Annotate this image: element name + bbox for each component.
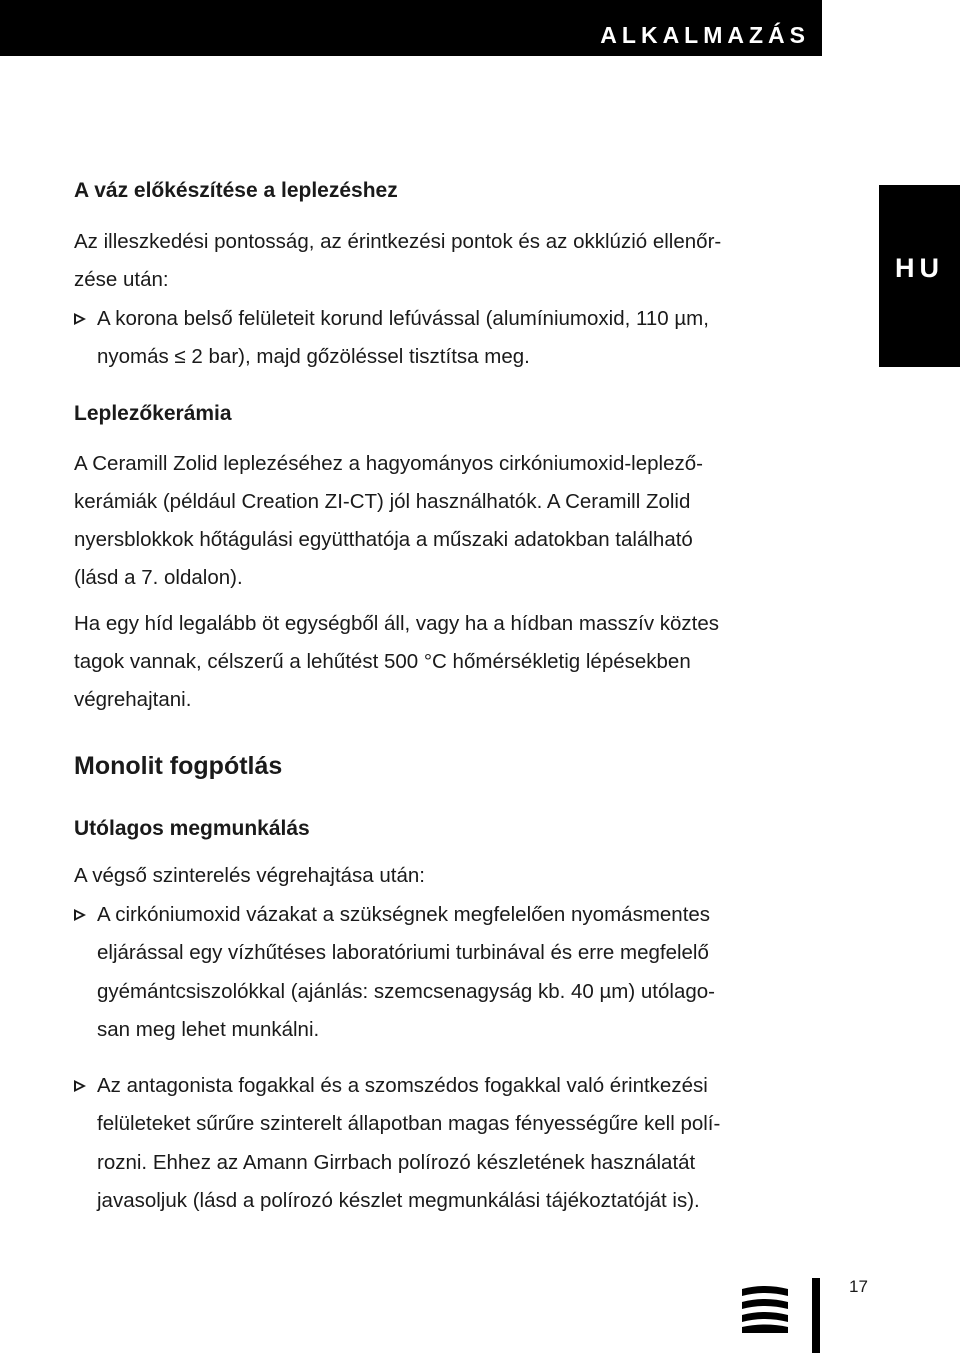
bullet-line: A cirkóniumoxid vázakat a szükségnek megfelelően nyomásmentes	[97, 903, 711, 926]
bullet-line: eljárással egy vízhűtéses laboratóriumi turbinával és erre megfelelő	[97, 941, 709, 964]
subheading-post-processing: Utólagos megmunkálás	[74, 817, 310, 840]
bullet-line: Az antagonista fogakkal és a szomszédos fogakkal való érintkezési	[97, 1074, 708, 1097]
intro-line: Az illeszkedési pontosság, az érintkezési pontok és az okklúzió ellenőr-	[74, 230, 722, 253]
bullet-line: nyomás ≤ 2 bar), majd gőzöléssel tisztítsa meg.	[97, 345, 530, 368]
section-heading-frame-prep: A váz előkészítése a leplezéshez	[74, 179, 398, 202]
intro-line: A végső szinterelés végrehajtása után:	[74, 864, 425, 887]
bullet-line: felületeket sűrűre szinterelt állapotban magas fényességűre kell polí-	[97, 1112, 721, 1135]
paragraph-line: nyersblokkok hőtágulási együtthatója a műszaki adatokban található	[74, 528, 693, 551]
footer-divider	[812, 1278, 820, 1353]
page-number: 17	[849, 1277, 868, 1296]
triangle-bullet-icon	[74, 313, 86, 325]
section-heading-veneering: Leplezőkerámia	[74, 402, 232, 425]
section-heading-monolithic: Monolit fogpótlás	[74, 752, 283, 780]
language-label: HU	[895, 253, 944, 283]
bullet-line: gyémántcsiszolókkal (ajánlás: szemcsenagyság kb. 40 µm) utólago-	[97, 980, 715, 1003]
bullet-line: javasoljuk (lásd a polírozó készlet megmunkálási tájékoztatóját is).	[97, 1189, 700, 1212]
triangle-bullet-icon	[74, 909, 86, 921]
header-title: ALKALMAZÁS	[600, 22, 810, 48]
bullet-line: san meg lehet munkálni.	[97, 1018, 320, 1041]
header-bar	[0, 0, 822, 56]
paragraph-line: kerámiák (például Creation ZI-CT) jól használhatók. A Ceramill Zolid	[74, 490, 691, 513]
paragraph-line: (lásd a 7. oldalon).	[74, 566, 243, 589]
paragraph-line: tagok vannak, célszerű a lehűtést 500 °C hőmérsékletig lépésekben	[74, 650, 691, 673]
paragraph-line: végrehajtani.	[74, 688, 192, 711]
triangle-bullet-icon	[74, 1080, 86, 1092]
intro-line: zése után:	[74, 268, 169, 291]
bullet-line: A korona belső felületeit korund lefúvással (alumíniumoxid, 110 µm,	[97, 307, 709, 330]
paragraph-line: A Ceramill Zolid leplezéséhez a hagyományos cirkóniumoxid-leplező-	[74, 452, 703, 475]
paragraph-line: Ha egy híd legalább öt egységből áll, vagy ha a hídban masszív köztes	[74, 612, 720, 635]
language-tab	[879, 185, 960, 367]
amann-girrbach-logo-icon	[740, 1283, 790, 1333]
bullet-line: rozni. Ehhez az Amann Girrbach polírozó készletének használatát	[97, 1151, 696, 1174]
